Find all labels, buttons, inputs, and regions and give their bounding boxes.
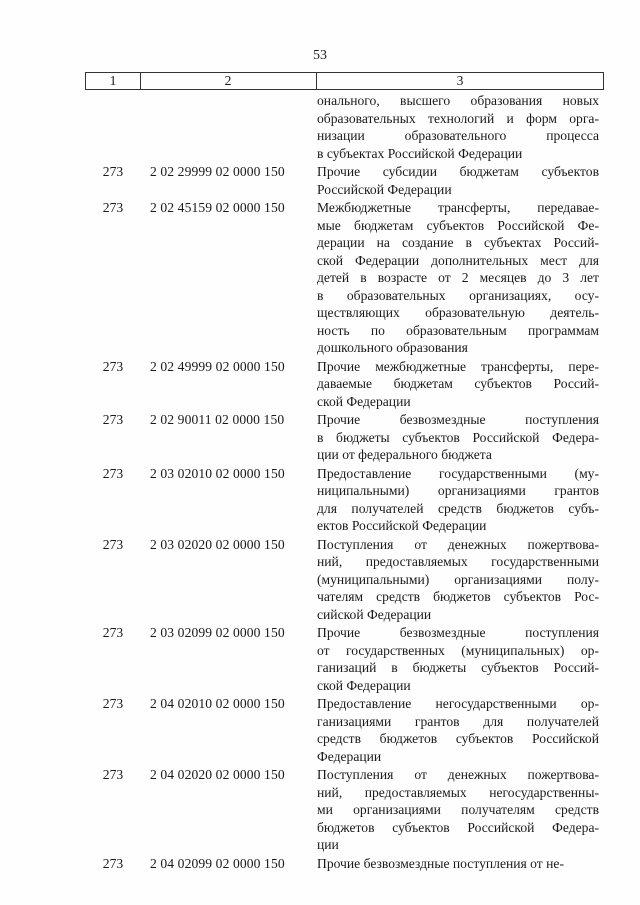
admin-code: 273 [102, 625, 124, 640]
budget-code: 2 02 49999 02 0000 150 [150, 358, 285, 374]
revenue-description [317, 624, 599, 694]
description-line: Прочие безвозмездные поступления от не- [317, 855, 564, 871]
table-header [85, 72, 604, 90]
budget-code: 2 03 02010 02 0000 150 [150, 465, 285, 481]
budget-code: 2 03 02020 02 0000 150 [150, 536, 285, 552]
admin-code: 273 [102, 412, 124, 427]
revenue-description [317, 855, 599, 873]
description-line: Межбюджетные трансферты, передавае- [317, 200, 599, 215]
admin-code: 273 [102, 536, 124, 552]
description-line: дерации на создание в субъектах Россий- [317, 235, 599, 250]
table-row [0, 358, 640, 411]
page-number: 53 [313, 48, 327, 63]
description-line: ганизациями грантов для получателей [317, 713, 599, 729]
revenue-description [317, 163, 599, 198]
table-row [0, 465, 640, 535]
description-line: Федерации [317, 748, 382, 764]
admin-code: 273 [102, 855, 124, 871]
revenue-description [317, 465, 599, 535]
revenue-description [317, 695, 599, 765]
description-line: средств бюджетов субъектов Российской [317, 731, 599, 746]
table-row [0, 199, 640, 357]
description-line: Российской Федерации [317, 181, 452, 197]
table-row [0, 92, 640, 162]
description-line: детей в возрасте от 2 месяцев до 3 лет [317, 270, 599, 285]
table-body [0, 92, 640, 873]
revenue-description [317, 536, 599, 624]
revenue-description [317, 766, 599, 854]
description-line: Прочие безвозмездные поступления [317, 625, 599, 640]
table-row [0, 624, 640, 694]
admin-code: 273 [102, 358, 124, 374]
description-line: чателям средств бюджетов субъектов Рос- [317, 589, 599, 604]
description-line: онального, высшего образования новых [317, 93, 599, 108]
description-line: ществляющих образовательную деятель- [317, 305, 599, 320]
description-line: Поступления от денежных пожертвова- [317, 536, 599, 552]
description-line: ской Федерации [317, 677, 411, 693]
table-row [0, 411, 640, 464]
description-line: в субъектах Российской Федерации [317, 145, 523, 161]
table-row [0, 536, 640, 624]
description-line: низации образовательного процесса [317, 128, 599, 143]
budget-code: 2 04 02099 02 0000 150 [150, 855, 285, 871]
budget-code: 2 04 02010 02 0000 150 [150, 696, 285, 711]
description-line: дошкольного образования [317, 340, 468, 355]
header-col-2: 2 [140, 73, 317, 89]
description-line: Поступления от денежных пожертвова- [317, 767, 599, 782]
description-line: ний, предоставляемых государственными [317, 554, 599, 569]
budget-code: 2 03 02099 02 0000 150 [150, 625, 285, 640]
table-row [0, 163, 640, 198]
description-line: Предоставление негосударственными ор- [317, 696, 599, 711]
description-line: Предоставление государственными (му- [317, 465, 599, 481]
revenue-description [317, 358, 599, 411]
description-line: ми организациями получателям средств [317, 802, 599, 817]
revenue-description [317, 411, 599, 464]
admin-code: 273 [102, 200, 124, 215]
table-row [0, 766, 640, 854]
description-line: ность по образовательным программам [317, 322, 599, 338]
admin-code: 273 [102, 164, 124, 179]
budget-code: 2 04 02020 02 0000 150 [150, 767, 285, 782]
admin-code: 273 [102, 696, 124, 711]
description-line: Прочие субсидии бюджетам субъектов [317, 164, 599, 179]
description-line: ции от федерального бюджета [317, 447, 492, 462]
description-line: ниципальными) организациями грантов [317, 483, 599, 498]
description-line: образовательных технологий и форм орга- [317, 110, 599, 126]
table-row [0, 695, 640, 765]
description-line: от государственных (муниципальных) ор- [317, 642, 599, 658]
admin-code: 273 [102, 767, 124, 782]
description-line: ской Федерации дополнительных мест для [317, 252, 599, 268]
budget-code: 2 02 29999 02 0000 150 [150, 164, 285, 179]
description-line: ганизаций в бюджеты субъектов Россий- [317, 660, 599, 675]
description-line: Прочие межбюджетные трансферты, пере- [317, 358, 599, 374]
description-line: сийской Федерации [317, 606, 432, 622]
budget-code: 2 02 45159 02 0000 150 [150, 200, 285, 215]
description-line: для получателей средств бюджетов субъ- [317, 500, 599, 516]
header-col-3: 3 [456, 73, 464, 88]
description-line: бюджетов субъектов Российской Федера- [317, 819, 599, 835]
description-line: Прочие безвозмездные поступления [317, 412, 599, 427]
description-line: даваемые бюджетам субъектов Россий- [317, 376, 599, 391]
table-row [0, 855, 640, 873]
description-line: ции [317, 837, 339, 852]
description-line: в образовательных организациях, осу- [317, 287, 599, 303]
revenue-description [317, 92, 599, 162]
revenue-description [317, 199, 599, 357]
budget-code: 2 02 90011 02 0000 150 [150, 412, 285, 427]
description-line: мые бюджетам субъектов Российской Фе- [317, 217, 599, 233]
description-line: (муниципальными) организациями полу- [317, 571, 599, 587]
admin-code: 273 [102, 465, 124, 481]
description-line: ской Федерации [317, 393, 411, 409]
description-line: ний, предоставляемых негосударственны- [317, 784, 599, 800]
description-line: в бюджеты субъектов Российской Федера- [317, 429, 599, 445]
description-line: ектов Российской Федерации [317, 518, 487, 533]
header-col-1: 1 [86, 73, 141, 89]
